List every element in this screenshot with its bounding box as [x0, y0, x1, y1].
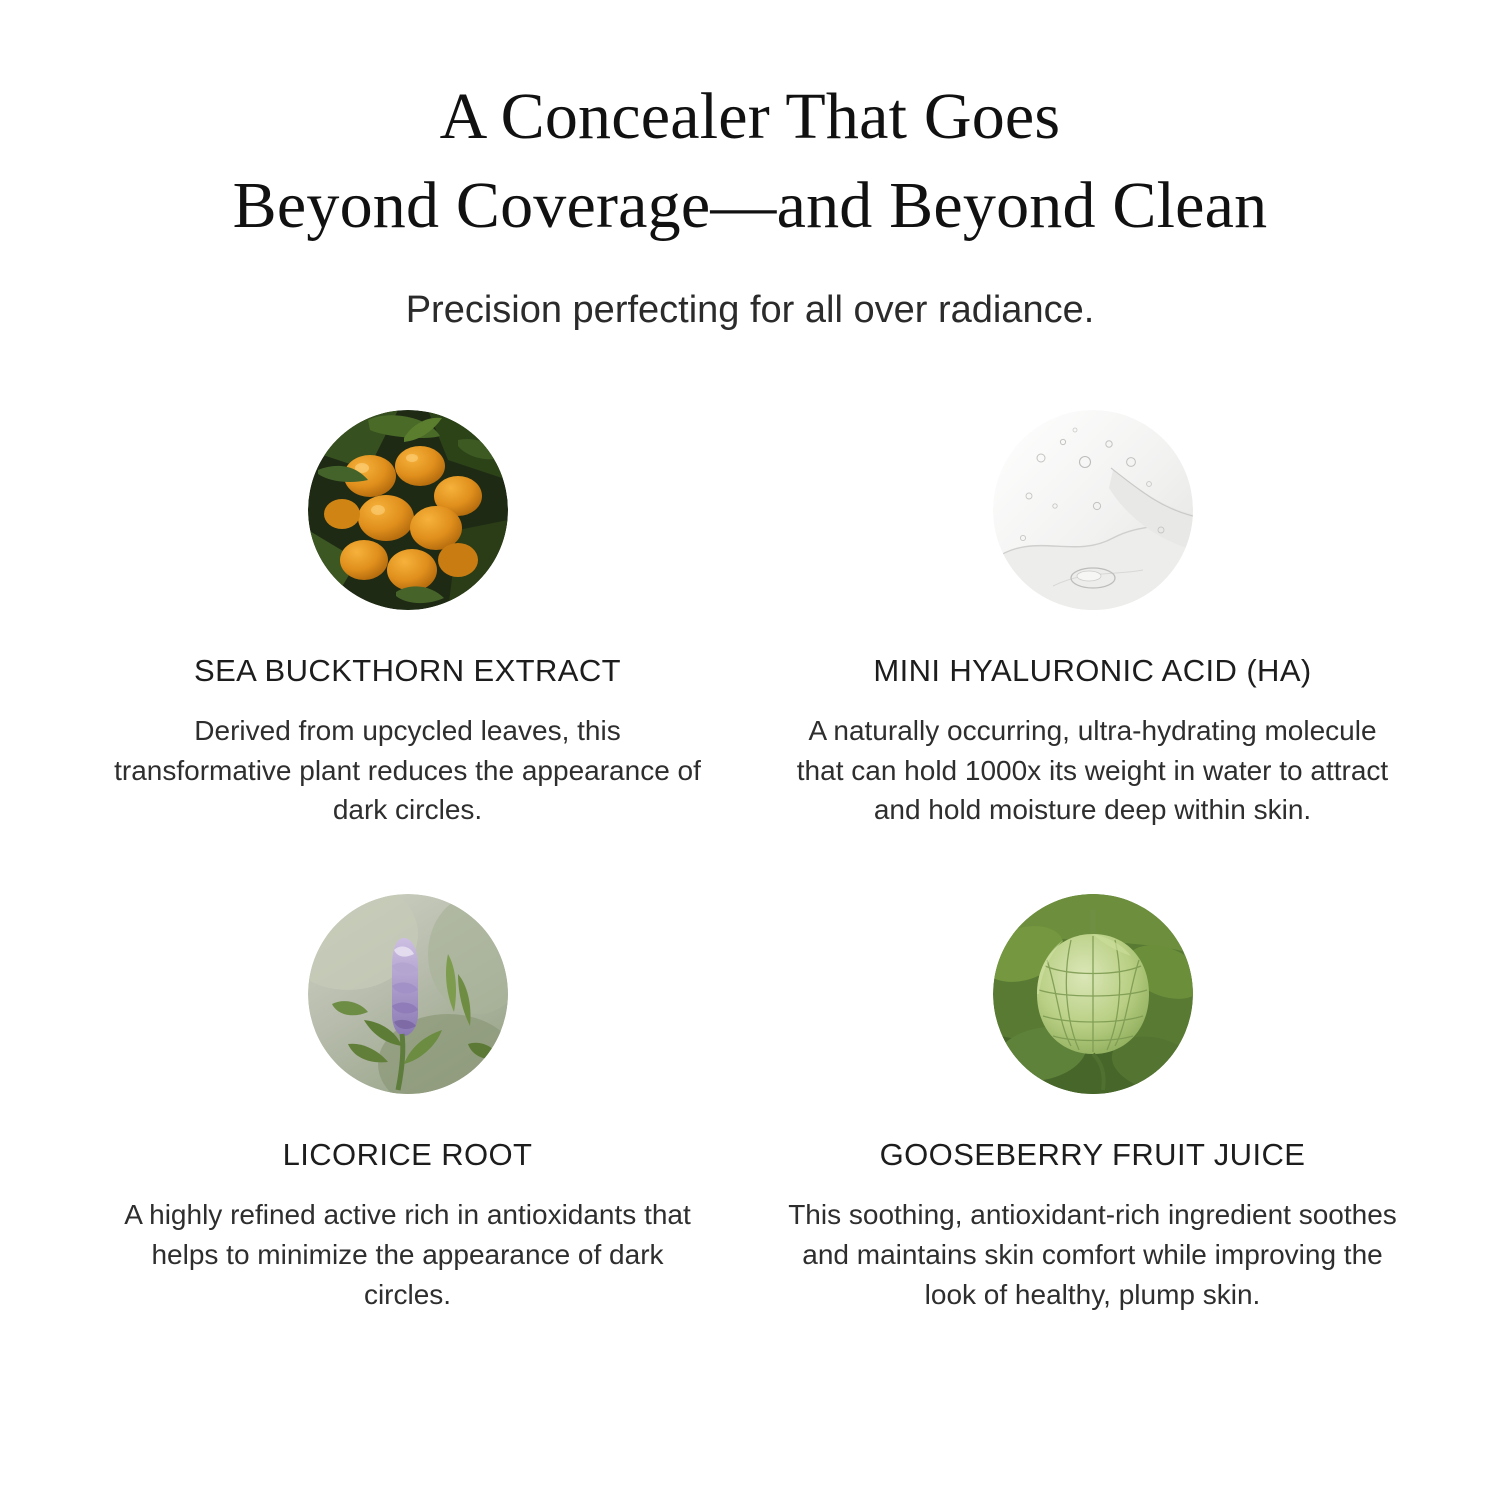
sea-buckthorn-berries-photo	[308, 410, 508, 610]
page-title-line-2: Beyond Coverage—and Beyond Clean	[232, 169, 1268, 243]
ingredient-description: A naturally occurring, ultra-hydrating molecule that can hold 1000x its weight in water to attract and hold moisture deep within skin.	[796, 714, 1389, 826]
ingredient-card	[85, 410, 730, 830]
page-title	[233, 72, 1268, 250]
ingredient-card	[770, 894, 1415, 1314]
licorice-root-flower-photo	[308, 894, 508, 1094]
ingredient-card	[85, 894, 730, 1314]
ingredient-description: A highly refined active rich in antioxidants that helps to minimize the appearance of dark circles.	[124, 1199, 691, 1310]
ingredient-title: LICORICE ROOT	[282, 1137, 533, 1173]
ingredient-title: SEA BUCKTHORN EXTRACT	[194, 652, 621, 688]
ingredient-description: This soothing, antioxidant-rich ingredient soothes and maintains skin comfort while improving the look of healthy, plump skin.	[788, 1199, 1397, 1310]
hyaluronic-acid-gel-texture-photo	[993, 410, 1193, 610]
gooseberry-fruit-photo	[993, 894, 1193, 1094]
ingredient-grid	[85, 410, 1415, 1315]
ingredient-card	[770, 410, 1415, 830]
ingredient-title: GOOSEBERRY FRUIT JUICE	[879, 1137, 1306, 1173]
ingredient-description: Derived from upcycled leaves, this transformative plant reduces the appearance of dark circles.	[114, 714, 701, 826]
page-subtitle: Precision perfecting for all over radiance.	[405, 289, 1095, 332]
ingredient-title: MINI HYALURONIC ACID (HA)	[873, 652, 1312, 688]
page-title-line-1: A Concealer That Goes	[439, 80, 1061, 153]
